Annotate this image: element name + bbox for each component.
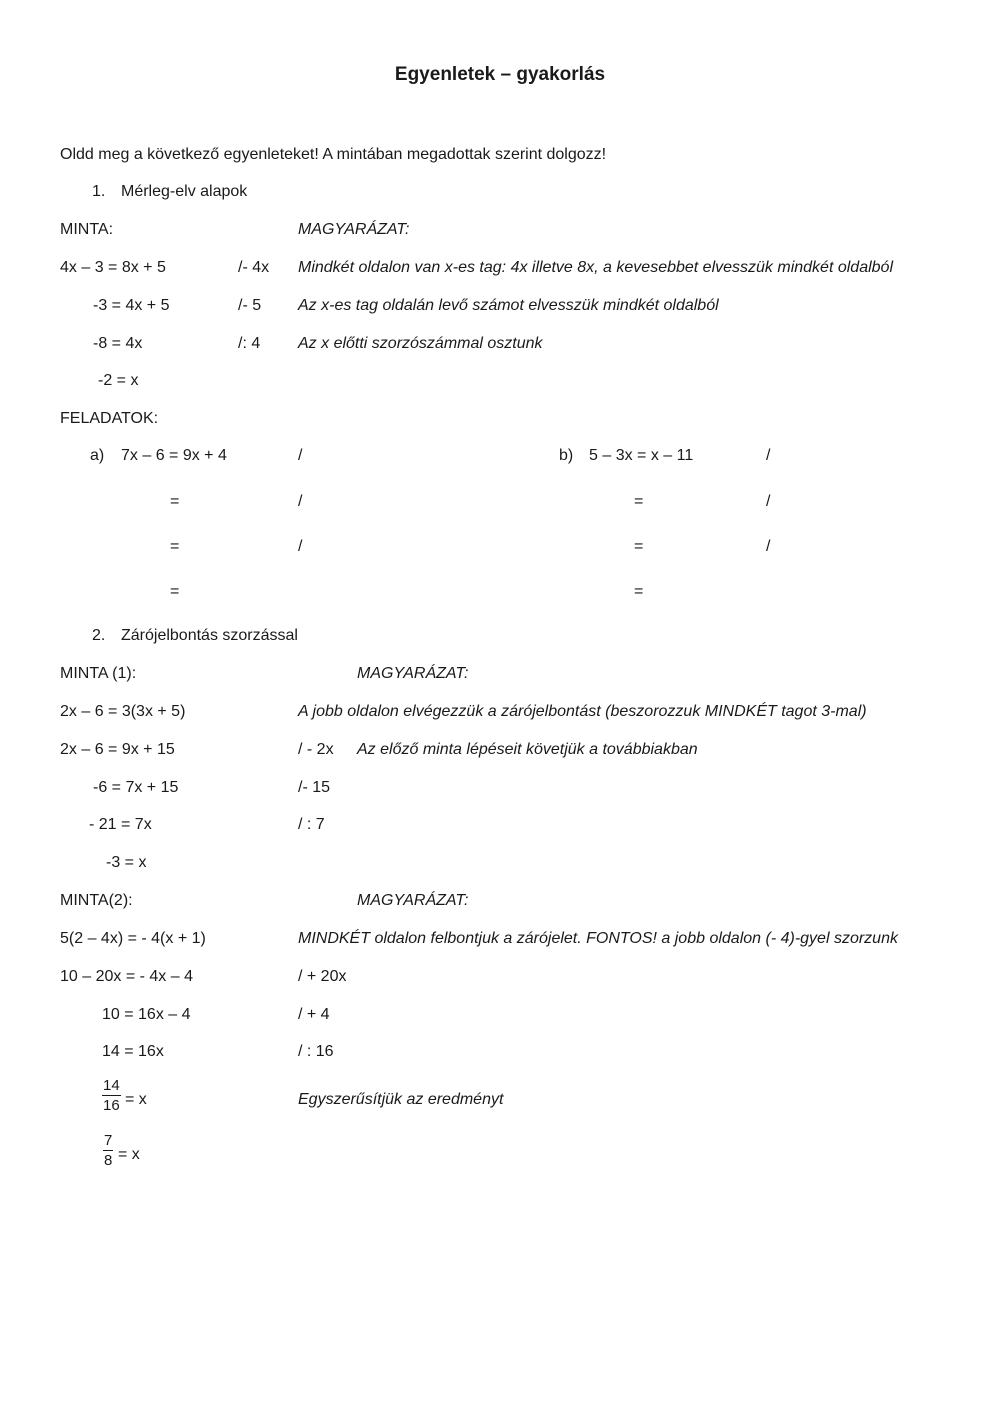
task-a-slash-2: /: [298, 493, 303, 510]
m2-row1-eq: 5(2 – 4x) = - 4(x + 1): [60, 930, 206, 947]
task-a-eq-4: =: [170, 583, 180, 600]
task-a-slash-1: /: [298, 447, 303, 464]
s1-row1-op: /- 4x: [238, 259, 270, 276]
task-b-eq-3: =: [634, 538, 644, 555]
s1-row2-op: /- 5: [238, 297, 262, 314]
task-a-equation: 7x – 6 = 9x + 4: [121, 447, 227, 464]
s1-row3-eq: -8 = 4x: [93, 335, 143, 352]
m1-row2-op: / - 2x: [298, 741, 334, 758]
m2-row2-eq: 10 – 20x = - 4x – 4: [60, 968, 193, 985]
fraction-7-8: [103, 1133, 113, 1169]
task-b-slash-3: /: [766, 538, 771, 555]
minta1-explain-label: MAGYARÁZAT:: [357, 665, 469, 682]
s1-row1-note: Mindkét oldalon van x-es tag: 4x illetve 8x, a kevesebbet elvesszük mindkét oldalból: [298, 259, 893, 276]
m2-row2-op: / + 20x: [298, 968, 347, 985]
task-b-letter: b): [559, 447, 574, 464]
s1-row3-op: /: 4: [238, 335, 261, 352]
section1-number: 1.: [92, 183, 106, 200]
fraction-numerator: 14: [103, 1077, 120, 1094]
explain-label: MAGYARÁZAT:: [298, 221, 410, 238]
frac2-rest: = x: [118, 1146, 140, 1163]
m1-row2-eq: 2x – 6 = 9x + 15: [60, 741, 175, 758]
fraction-denominator: 8: [104, 1152, 113, 1169]
section2-number: 2.: [92, 627, 106, 644]
m2-row4-op: / : 16: [298, 1043, 334, 1060]
frac1-rest: = x: [125, 1091, 147, 1108]
m2-row3-op: / + 4: [298, 1006, 330, 1023]
minta2-explain-label: MAGYARÁZAT:: [357, 892, 469, 909]
m1-row1-note: A jobb oldalon elvégezzük a zárójelbontást (beszorozzuk MINDKÉT tagot 3-mal): [298, 703, 867, 720]
fraction-14-16: [102, 1078, 121, 1114]
s1-row4-eq: -2 = x: [98, 372, 139, 389]
task-a-eq-2: =: [170, 493, 180, 510]
m2-row4-eq: 14 = 16x: [102, 1043, 164, 1060]
fraction-denominator: 16: [103, 1097, 120, 1114]
task-a-eq-3: =: [170, 538, 180, 555]
section2-heading: Zárójelbontás szorzással: [121, 627, 298, 644]
fraction-numerator: 7: [104, 1132, 113, 1149]
task-a-letter: a): [90, 447, 105, 464]
m2-row1-note: MINDKÉT oldalon felbontjuk a zárójelet. FONTOS! a jobb oldalon (- 4)-gyel szorzunk: [298, 930, 898, 947]
task-a-slash-3: /: [298, 538, 303, 555]
page-title: Egyenletek – gyakorlás: [394, 64, 606, 85]
task-b-slash-2: /: [766, 493, 771, 510]
s1-row1-eq: 4x – 3 = 8x + 5: [60, 259, 166, 276]
m1-row1-eq: 2x – 6 = 3(3x + 5): [60, 703, 186, 720]
intro-text: Oldd meg a következő egyenleteket! A mintában megadottak szerint dolgozz!: [60, 146, 607, 163]
tasks-label: FELADATOK:: [60, 410, 159, 427]
task-b-equation: 5 – 3x = x – 11: [589, 447, 694, 464]
task-b-eq-2: =: [634, 493, 644, 510]
minta1-label: MINTA (1):: [60, 665, 137, 682]
minta-label: MINTA:: [60, 221, 114, 238]
s1-row2-note: Az x-es tag oldalán levő számot elvesszük mindkét oldalból: [298, 297, 719, 314]
m2-row3-eq: 10 = 16x – 4: [102, 1006, 191, 1023]
task-b-eq-4: =: [634, 583, 644, 600]
minta2-label: MINTA(2):: [60, 892, 133, 909]
m1-row5-eq: -3 = x: [106, 854, 147, 871]
m1-row4-eq: - 21 = 7x: [89, 816, 152, 833]
m1-row2-note: Az előző minta lépéseit követjük a továbbiakban: [357, 741, 698, 758]
m1-row3-eq: -6 = 7x + 15: [93, 779, 179, 796]
section1-heading: Mérleg-elv alapok: [121, 183, 248, 200]
s1-row3-note: Az x előtti szorzószámmal osztunk: [298, 335, 543, 352]
m1-row4-op: / : 7: [298, 816, 325, 833]
task-b-slash-1: /: [766, 447, 771, 464]
m1-row3-op: /- 15: [298, 779, 331, 796]
s1-row2-eq: -3 = 4x + 5: [93, 297, 170, 314]
frac1-note: Egyszerűsítjük az eredményt: [298, 1091, 504, 1108]
